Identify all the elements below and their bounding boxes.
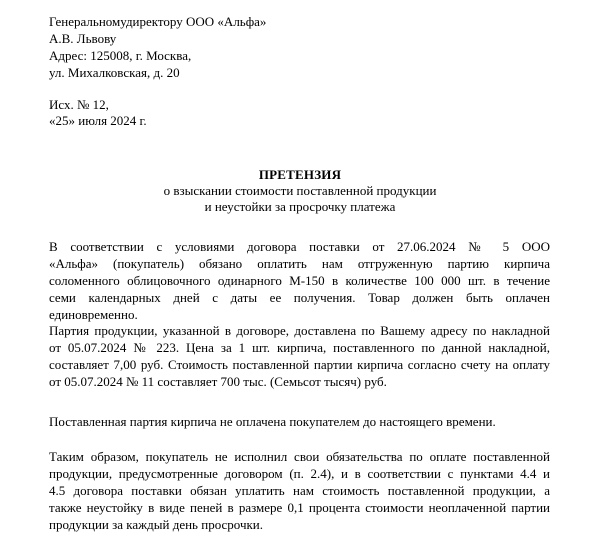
paragraph-contract-terms bbox=[49, 238, 550, 323]
paragraph-line: от 05.07.2024 № 223. Цена за 1 шт. кирпича, поставленного по данной накладной, bbox=[49, 340, 550, 355]
paragraph-line: продукции, предусмотренные договором (п. 2.4), и в соответствии с пунктами 4.4 и bbox=[49, 466, 550, 481]
paragraph-line: составляет 7,00 руб. Стоимость поставленной партии кирпича согласно счету на оплату bbox=[49, 357, 550, 372]
paragraph-line: единовременно. bbox=[49, 307, 138, 322]
paragraph-line: «Альфа» (покупатель) обязано оплатить нам отгруженную партию кирпича bbox=[49, 256, 550, 271]
addressee-block bbox=[49, 13, 266, 81]
addressee-address-city: Адрес: 125008, г. Москва, bbox=[49, 48, 192, 63]
paragraph-non-payment bbox=[49, 413, 550, 430]
addressee-address-street: ул. Михалковская, д. 20 bbox=[49, 65, 180, 80]
addressee-name: А.В. Львову bbox=[49, 31, 117, 46]
paragraph-line: семи календарных дней с даты ее получения. Товар должен быть оплачен bbox=[49, 290, 550, 305]
outgoing-reference bbox=[49, 97, 147, 129]
document-subtitle-line-2: и неустойки за просрочку платежа bbox=[204, 199, 396, 214]
document-title: ПРЕТЕНЗИЯ bbox=[258, 167, 342, 182]
paragraph-line: также неустойку в виде пеней в размере 0,1 процента стоимости неоплаченной партии bbox=[49, 500, 550, 515]
addressee-position: Генеральномудиректору ООО «Альфа» bbox=[49, 14, 267, 29]
paragraph-obligations bbox=[49, 448, 550, 533]
paragraph-line: соломенного облицовочного одинарного М-150 в количестве 100 000 шт. в течение bbox=[49, 273, 550, 288]
paragraph-line: от 05.07.2024 № 11 составляет 700 тыс. (Семьсот тысяч) руб. bbox=[49, 374, 387, 389]
outgoing-date: «25» июля 2024 г. bbox=[49, 113, 147, 128]
document-title-block bbox=[0, 167, 600, 215]
paragraph-line: В соответствии с условиями договора поставки от 27.06.2024 № 5 ООО bbox=[49, 239, 550, 254]
paragraph-line: Партия продукции, указанной в договоре, доставлена по Вашему адресу по накладной bbox=[49, 323, 550, 338]
paragraph-line: Поставленная партия кирпича не оплачена покупателем до настоящего времени. bbox=[49, 414, 496, 429]
paragraph-line: 4.5 договора поставки обязан уплатить нам стоимость поставленной продукции, а bbox=[49, 483, 550, 498]
paragraph-line: Таким образом, покупатель не исполнил свои обязательства по оплате поставленной bbox=[49, 449, 550, 464]
paragraph-line: продукции за каждый день просрочки. bbox=[49, 517, 264, 532]
outgoing-number: Исх. № 12, bbox=[49, 97, 109, 112]
document-subtitle-line-1: о взыскании стоимости поставленной продукции bbox=[163, 183, 437, 198]
paragraph-delivery-details bbox=[49, 322, 550, 390]
